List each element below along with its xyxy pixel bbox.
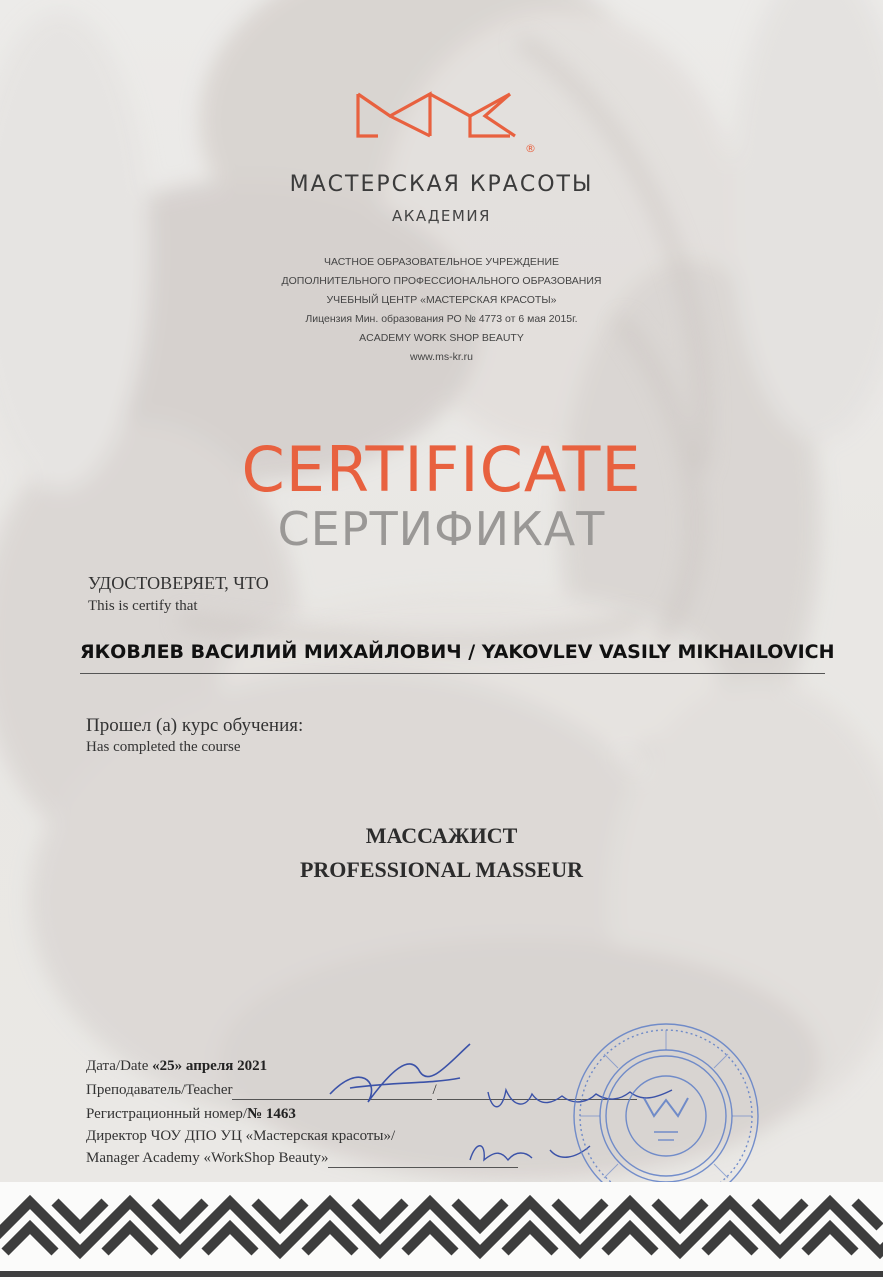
teacher-separator: / (432, 1082, 437, 1098)
registration-number: № 1463 (247, 1106, 296, 1122)
institution-line: ЧАСТНОЕ ОБРАЗОВАТЕЛЬНОЕ УЧРЕЖДЕНИЕ (323, 256, 560, 268)
course-name-ru: МАССАЖИСТ (365, 823, 518, 848)
certificate-title-en: CERTIFICATE (241, 433, 642, 506)
teacher-label: Преподаватель/Teacher (86, 1082, 233, 1098)
academy-english-name: ACADEMY WORK SHOP BEAUTY (359, 332, 524, 344)
greek-key-border (0, 1182, 883, 1280)
course-intro-ru: Прошел (а) курс обучения: (86, 715, 304, 736)
ms-logo-mark-icon (350, 86, 550, 158)
recipient-name: ЯКОВЛЕВ ВАСИЛИЙ МИХАЙЛОВИЧ / YAKOVLEV VASILY MIKHAILOVICH (80, 641, 835, 663)
registered-mark: ® (525, 142, 536, 155)
institution-info (0, 253, 883, 367)
director-separator: / (391, 1128, 396, 1144)
course-intro-en: Has completed the course (86, 739, 241, 755)
license-line: Лицензия Мин. образования РО № 4773 от 6 мая 2015г. (305, 313, 578, 325)
institution-line: ДОПОЛНИТЕЛЬНОГО ПРОФЕССИОНАЛЬНОГО ОБРАЗОВАНИЯ (281, 275, 602, 287)
certificate-title-ru: СЕРТИФИКАТ (277, 502, 606, 556)
certify-text-ru: УДОСТОВЕРЯЕТ, ЧТО (88, 573, 269, 593)
registration-row (86, 1106, 296, 1123)
institution-line: УЧЕБНЫЙ ЦЕНТР «МАСТЕРСКАЯ КРАСОТЫ» (326, 294, 557, 306)
academy-subtitle: АКАДЕМИЯ (392, 207, 491, 225)
director-row (86, 1128, 395, 1145)
date-month-year: апреля 2021 (182, 1058, 268, 1074)
teacher-signature (320, 1032, 480, 1112)
course-name-en: PROFESSIONAL MASSEUR (299, 857, 583, 882)
recipient-underline (80, 673, 825, 674)
date-day: «25» (152, 1058, 183, 1074)
website: www.ms-kr.ru (410, 351, 473, 363)
registration-label: Регистрационный номер/ (86, 1106, 248, 1122)
certify-text-en: This is certify that (88, 598, 198, 614)
date-row (86, 1058, 267, 1075)
director-label: Директор ЧОУ ДПО УЦ «Мастерская красоты» (86, 1128, 392, 1144)
date-label: Дата/Date (86, 1058, 153, 1074)
academy-name: МАСТЕРСКАЯ КРАСОТЫ (289, 172, 594, 197)
manager-label: Manager Academy «WorkShop Beauty» (86, 1150, 329, 1166)
